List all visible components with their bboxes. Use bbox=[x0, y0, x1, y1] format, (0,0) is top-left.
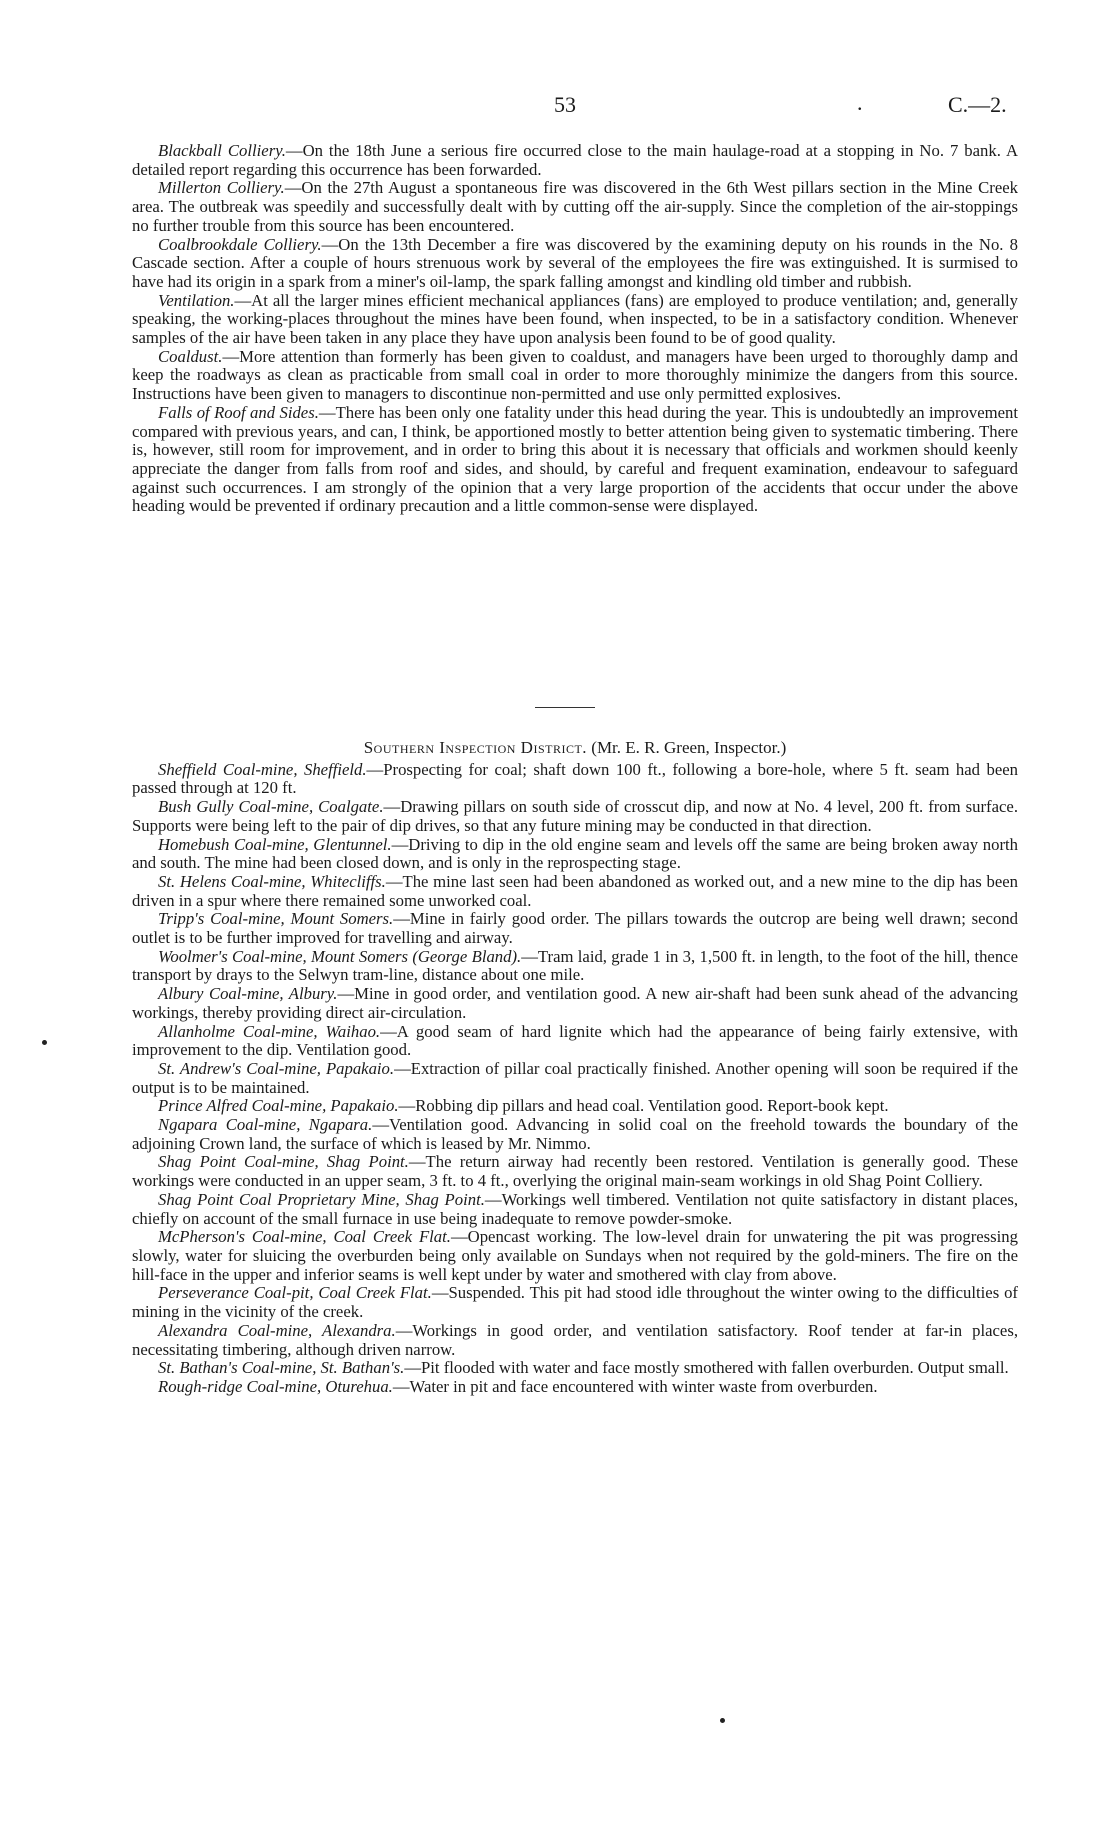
paragraph-lead: Allanholme Coal-mine, Waihao. bbox=[158, 1021, 381, 1041]
paragraph bbox=[132, 985, 1018, 1022]
paragraph-lead: Rough-ridge Coal-mine, Oturehua. bbox=[158, 1376, 393, 1396]
paragraph bbox=[132, 1228, 1018, 1284]
paragraph-text: —The mine last seen had been abandoned as worked out, and a new mine to the dip has been driven in a spur where there remained some unworked coal. bbox=[132, 871, 1018, 910]
paragraph bbox=[132, 348, 1018, 404]
paragraph bbox=[132, 948, 1018, 985]
paragraph-text: —Mine in fairly good order. The pillars towards the outcrop are being well drawn; second outlet is to be further improved for travelling and airway. bbox=[132, 909, 1018, 948]
paragraph bbox=[132, 1097, 1018, 1116]
paragraph-text: —Mine in good order, and ventilation good. A new air-shaft had been sunk ahead of the advancing workings, thereby providing direct air-circulation. bbox=[132, 984, 1019, 1022]
paragraph-lead: Homebush Coal-mine, Glentunnel. bbox=[158, 834, 392, 854]
paragraph bbox=[132, 1023, 1018, 1060]
inspector-name: (Mr. E. R. Green, Inspector.) bbox=[591, 738, 787, 757]
paragraph-text: —Workings well timbered. Ventilation not quite satisfactory in distant places, chiefly on account of the small furnace in use being inadequate to remove powder-smoke. bbox=[132, 1189, 1018, 1228]
northern-district-text bbox=[132, 142, 1018, 516]
paragraph-text: —Drawing pillars on south side of crosscut dip, and now at No. 4 level, 200 ft. from surface. Supports were being left to the pair of dip drives, so that any future mining may be conducted in that direction. bbox=[132, 797, 1018, 835]
paragraph-lead: Tripp's Coal-mine, Mount Somers. bbox=[158, 909, 394, 929]
paragraph bbox=[132, 236, 1018, 292]
paragraph-lead: Albury Coal-mine, Albury. bbox=[158, 984, 338, 1004]
header-separator: . bbox=[857, 90, 863, 115]
paragraph-text: —Robbing dip pillars and head coal. Ventilation good. Report-book kept. bbox=[398, 1096, 889, 1116]
paragraph-text: —Pit flooded with water and face mostly smothered with fallen overburden. Output small. bbox=[404, 1358, 1009, 1378]
paragraph bbox=[132, 1378, 1018, 1397]
paragraph-text: —On the 13th December a fire was discovered by the examining deputy on his rounds in the No. 8 Cascade section. After a couple of hours strenuous work by several of the employees the fire was extinguished. It is surmised to have had its origin in a spark from a miner's oil-lamp, the spark falling amongst and kindling old timber and rubbish. bbox=[132, 234, 1018, 291]
paragraph bbox=[132, 873, 1018, 910]
paragraph-text: —Extraction of pillar coal practically finished. Another opening will soon be required if the output is to be maintained. bbox=[132, 1058, 1018, 1097]
paragraph-text: —More attention than formerly has been given to coaldust, and managers have been urged to thoroughly damp and keep the roadways as clean as practicable from small coal in order to more thoroughly minimize the dangers from this source. Instructions have been given to managers to discontinue non-permitted and use only permitted explosives. bbox=[132, 346, 1018, 404]
paragraph bbox=[132, 404, 1018, 516]
paragraph-lead: Ventilation. bbox=[158, 290, 235, 310]
paragraph bbox=[132, 1191, 1018, 1228]
paragraph bbox=[132, 910, 1018, 947]
paragraph-text: —Prospecting for coal; shaft down 100 ft., following a bore-hole, where 5 ft. seam had been passed through at 120 ft. bbox=[132, 759, 1018, 798]
paragraph-lead: McPherson's Coal-mine, Coal Creek Flat. bbox=[158, 1227, 451, 1247]
paragraph-text: —Water in pit and face encountered with winter waste from overburden. bbox=[392, 1376, 878, 1396]
paragraph-text: —A good seam of hard lignite which had the appearance of being fairly extensive, with improvement to the dip. Ventilation good. bbox=[132, 1021, 1019, 1060]
paragraph bbox=[132, 836, 1018, 873]
paragraph-lead: Coalbrookdale Colliery. bbox=[158, 234, 322, 254]
paragraph-lead: St. Helens Coal-mine, Whitecliffs. bbox=[158, 871, 386, 891]
section-divider bbox=[535, 707, 595, 708]
paragraph-text: —Driving to dip in the old engine seam and levels off the same are being broken away north and south. The mine had been closed down, and is only in the reprospecting stage. bbox=[132, 834, 1018, 873]
paragraph-lead: Shag Point Coal-mine, Shag Point. bbox=[158, 1152, 409, 1172]
paragraph bbox=[132, 1322, 1018, 1359]
paragraph bbox=[132, 179, 1018, 235]
paragraph-lead: Alexandra Coal-mine, Alexandra. bbox=[158, 1320, 396, 1340]
paragraph-lead: Prince Alfred Coal-mine, Papakaio. bbox=[158, 1096, 399, 1116]
paragraph-text: —Ventilation good. Advancing in solid coal on the freehold towards the boundary of the adjoining Crown land, the surface of which is leased by Mr. Nimmo. bbox=[132, 1115, 1018, 1153]
paragraph-lead: Ngapara Coal-mine, Ngapara. bbox=[158, 1115, 373, 1135]
paragraph bbox=[132, 1153, 1018, 1190]
paragraph-lead: Coaldust. bbox=[158, 346, 223, 366]
paragraph bbox=[132, 1359, 1018, 1378]
paragraph-text: —At all the larger mines efficient mechanical appliances (fans) are employed to produce ventilation; and, generally speaking, the working-places throughout the mines have been found, when inspected, to be in a satisfactory condition. Whenever samples of the air have been taken in any place they have upon analysis been found to be of good quality. bbox=[132, 290, 1018, 348]
paragraph-text: —Opencast working. The low-level drain for unwatering the pit was progressing slowly, water for sluicing the overburden being only available on Sundays when not required by the gold-miners. The fire on the hill-face in the upper and inferior seams is well kept under by water and smothered with clay from above. bbox=[132, 1227, 1018, 1284]
page-header bbox=[0, 92, 1114, 122]
paragraph bbox=[132, 142, 1018, 179]
paragraph bbox=[132, 1116, 1018, 1153]
paragraph bbox=[132, 1284, 1018, 1321]
paragraph-lead: Perseverance Coal-pit, Coal Creek Flat. bbox=[158, 1283, 432, 1303]
paragraph bbox=[132, 798, 1018, 835]
paragraph-text: —The return airway had recently been restored. Ventilation is generally good. These workings were conducted in an upper seam, 3 ft. to 4 ft., overlying the original main-seam workings in old Shag Point Colliery. bbox=[132, 1152, 1018, 1191]
paragraph-text: —Suspended. This pit had stood idle throughout the winter owing to the difficulties of mining in the vicinity of the creek. bbox=[132, 1283, 1018, 1322]
paragraph-lead: St. Andrew's Coal-mine, Papakaio. bbox=[158, 1058, 395, 1078]
margin-mark bbox=[42, 1040, 47, 1045]
section-title: Southern Inspection District. bbox=[363, 738, 588, 757]
paragraph-lead: Bush Gully Coal-mine, Coalgate. bbox=[158, 797, 384, 817]
paragraph bbox=[132, 761, 1018, 798]
document-code: C.—2. bbox=[948, 92, 1007, 117]
paragraph-text: —Workings in good order, and ventilation satisfactory. Roof tender at far-in places, necessitating timbering, although driven narrow. bbox=[132, 1320, 1018, 1359]
margin-mark bbox=[720, 1718, 725, 1723]
section-heading bbox=[132, 739, 1018, 758]
paragraph-text: —On the 27th August a spontaneous fire was discovered in the 6th West pillars section in the Mine Creek area. The outbreak was speedily and successfully dealt with by cutting off the air-supply. Since the completion of the air-stoppings no further trouble from this source has been encountered. bbox=[132, 178, 1019, 235]
paragraph-lead: Millerton Colliery. bbox=[158, 178, 285, 198]
southern-district-text bbox=[132, 739, 1018, 1397]
paragraph-text: —On the 18th June a serious fire occurred close to the main haulage-road at a stopping in No. 7 bank. A detailed report regarding this occurrence has been forwarded. bbox=[132, 141, 1018, 179]
paragraph-text: —Tram laid, grade 1 in 3, 1,500 ft. in length, to the foot of the hill, thence transport by drays to the Selwyn tram-line, distance about one mile. bbox=[132, 946, 1018, 985]
paragraph-lead: Falls of Roof and Sides. bbox=[158, 402, 319, 422]
paragraph-lead: Blackball Colliery. bbox=[158, 141, 286, 160]
paragraph-lead: St. Bathan's Coal-mine, St. Bathan's. bbox=[158, 1358, 405, 1378]
paragraph bbox=[132, 292, 1018, 348]
paragraph bbox=[132, 1060, 1018, 1097]
page-number: 53 bbox=[554, 92, 576, 117]
paragraph-lead: Woolmer's Coal-mine, Mount Somers (George Bland). bbox=[158, 946, 522, 966]
paragraph-lead: Sheffield Coal-mine, Sheffield. bbox=[158, 759, 367, 779]
paragraph-lead: Shag Point Coal Proprietary Mine, Shag Point. bbox=[158, 1189, 485, 1209]
paragraph-text: —There has been only one fatality under this head during the year. This is undoubtedly an improvement compared with previous years, and can, I think, be apportioned mostly to better attention being given to systematic timbering. There is, however, still room for improvement, and in order to bring this about it is necessary that officials and workmen should keenly appreciate the danger from falls from roof and sides, and should, by careful and frequent examination, endeavour to safeguard against such occurrences. I am strongly of the opinion that a very large proportion of the accidents that occur under the above heading would be prevented if ordinary precaution and a little common-sense were displayed. bbox=[132, 402, 1018, 516]
